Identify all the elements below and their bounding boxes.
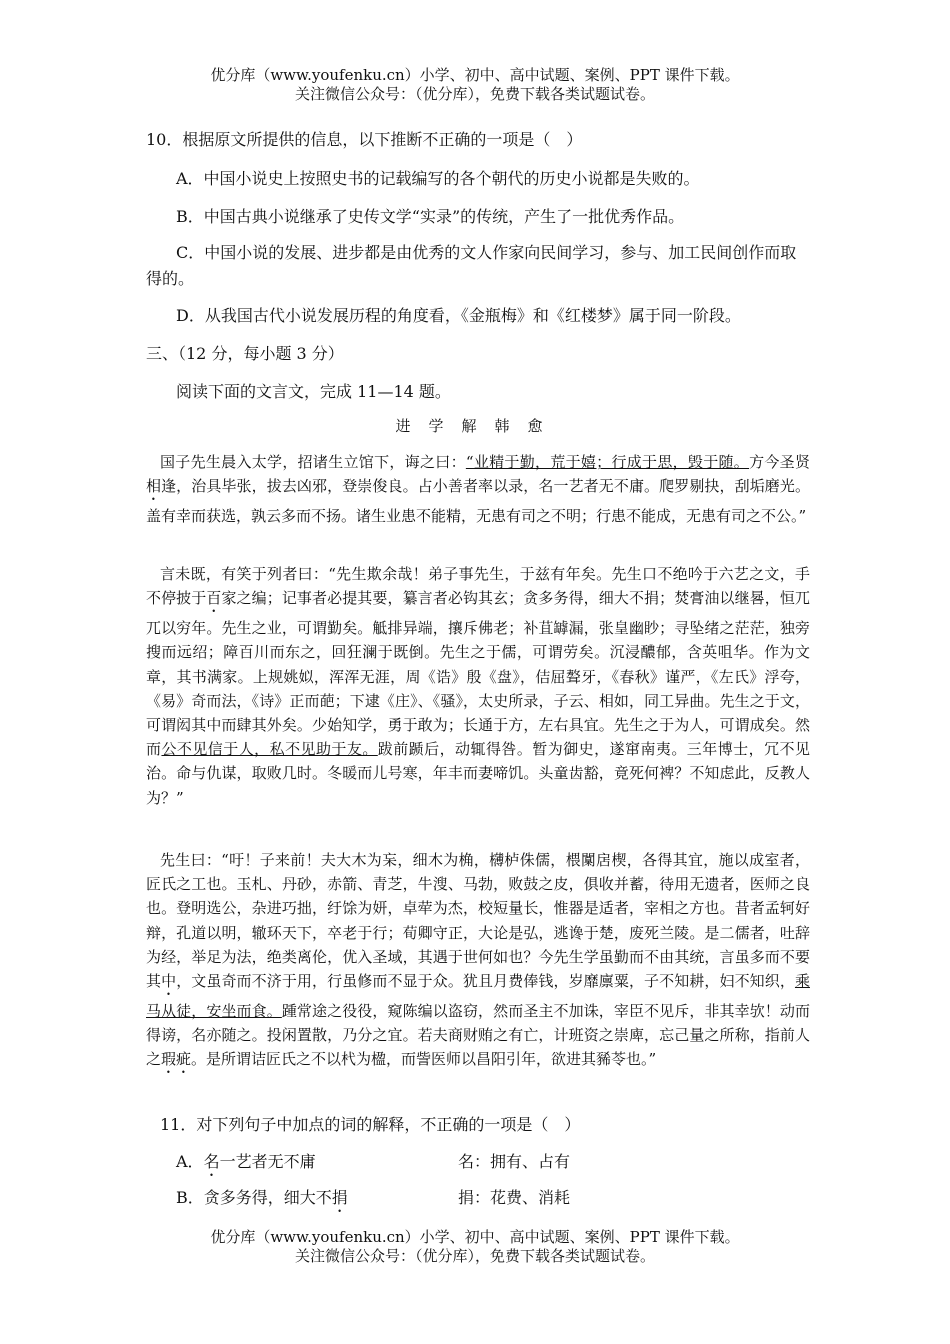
footer-line-1: 优分库（www.youfenku.cn）小学、初中、高中试题、案例、PPT 课件下载。 <box>210 1228 740 1246</box>
p2-underlined: 公不见信于人，私不见助于友。 <box>161 740 378 759</box>
p1-text-b: 方今圣贤 <box>749 453 810 471</box>
p2-text-c: 跋前踬后，动辄得咎。暂为御史，遂窜南夷。三年博士，冗不见治。命与仇谋，取败几时。冬暖而儿号寒，年丰而妻啼饥。头童齿豁，竟死何裨？不知虑此，反教人为？” <box>146 740 810 807</box>
passage-paragraph-3 <box>146 848 810 1077</box>
passage-paragraph-1 <box>146 450 810 528</box>
section-3-instruction: 阅读下面的文言文，完成 11—14 题。 <box>176 382 451 401</box>
p3-dotted-word: 中 <box>161 972 177 991</box>
p3-text-d: 。是所谓诘匠氏之不以杙为楹，而訾医师以昌阳引年，欲进其豨苓也。” <box>191 1050 657 1069</box>
header-line-2: 关注微信公众号：（优分库），免费下载各类试题试卷。 <box>294 85 655 103</box>
passage-paragraph-2 <box>146 562 810 810</box>
page-footer <box>0 1228 950 1266</box>
q11-b-explanation: 捐：花费、消耗 <box>458 1188 571 1207</box>
question-10-stem: 10．根据原文所提供的信息，以下推断不正确的一项是（ ） <box>146 130 583 149</box>
q11-a-dotted-word: 名 <box>203 1152 220 1171</box>
p3-underlined: 乘马从徒，安坐而食。 <box>146 972 810 1021</box>
question-11-stem: 11．对下列句子中加点的词的解释，不正确的一项是（ ） <box>160 1115 581 1134</box>
q11-b-prefix: B．贪多务得，细大不 <box>176 1188 332 1207</box>
page-header <box>0 66 950 104</box>
p1-text-a: 国子先生晨入太学，招诸生立馆下，诲之曰： <box>160 453 466 471</box>
p1-dotted-word: 相 <box>146 477 162 495</box>
q11-a-explanation: 名：拥有、占有 <box>458 1152 571 1171</box>
p1-underlined: “业精于勤，荒于嬉；行成于思，毁于随。 <box>465 453 750 471</box>
p3-text-a: 先生曰：“吁！子来前！夫大木为杗，细木为桷，欂栌侏儒，椳闑扂楔，各得其宜，施以成室者，匠氏之工也。玉札、丹砂，赤箭、青芝，牛溲、马勃，败鼓之皮，俱收并蓄，待用无遗者，医师之良也。登明选公，杂进巧拙，纡馀为妍，卓荦为杰，校短量长，惟器是适者，宰相之方也。昔者孟轲好辩，孔道以明，辙环天下，卒老于行；荀卿守正，大论是弘，逃谗于楚，废死兰陵。是二儒者，吐辞为经，举足为法，绝类离伦，优入圣域，其遇于世何如也？今先生学虽勤而不由其统，言虽多而不要其 <box>146 851 810 991</box>
question-11-option-a <box>176 1149 840 1180</box>
question-10-option-c: C．中国小说的发展、进步都是由优秀的文人作家向民间学习，参与、加工民间创作而取得的。 <box>146 243 797 288</box>
p3-text-c: 踵常途之役役，窥陈编以盗窃，然而圣主不加诛，宰臣不见斥，非其幸欤！动而得谤，名亦随之。投闲置散，乃分之宜。若夫商财贿之有亡，计班资之崇庳，忘己量之所称，指前人之 <box>146 1002 810 1069</box>
p2-text-a: 言未既，有笑于列者曰：“先生欺余哉！弟子事先生，于兹有年矣。先生口不绝吟于六艺之文，手不停披于 <box>146 565 810 608</box>
header-line-1: 优分库（www.youfenku.cn）小学、初中、高中试题、案例、PPT 课件下载。 <box>210 66 740 84</box>
footer-line-2: 关注微信公众号：（优分库），免费下载各类试题试卷。 <box>294 1247 655 1265</box>
section-3-heading: 三、（12 分，每小题 3 分） <box>146 344 344 363</box>
p3-text-b: ，文虽奇而不济于用，行虽修而不显于众。犹且月费俸钱，岁靡廪粟，子不知耕，妇不知织， <box>176 972 795 991</box>
question-10-option-d: D．从我国古代小说发展历程的角度看，《金瓶梅》和《红楼梦》属于同一阶段。 <box>176 306 741 325</box>
q11-a-prefix: A． <box>176 1152 204 1171</box>
p2-text-b: 家之编；记事者必提其要，纂言者必钩其玄；贪多务得，细大不捐；焚膏油以继晷，恒兀兀以穷年。先生之业，可谓勤矣。觝排异端，攘斥佛老；补苴罅漏，张皇幽眇；寻坠绪之茫茫，独旁搜而远绍；障百川而东之，回狂澜于既倒。先生之于儒，可谓劳矣。沉浸醲郁，含英咀华。作为文章，其书满家。上规姚姒，浑浑无涯，周《诰》殷《盘》，佶屈聱牙，《春秋》谨严，《左氏》浮夸，《易》奇而法，《诗》正而葩；下逮《庄》、《骚》，太史所录，子云、相如，同工异曲。先生之于文，可谓闳其中而肆其外矣。少始知学，勇于敢为；长通于方，左右具宜。先生之于为人，可谓成矣。然而 <box>146 589 810 759</box>
q11-b-dotted-word: 捐 <box>331 1188 348 1207</box>
question-10-option-b: B．中国古典小说继承了史传文学“实录”的传统，产生了一批优秀作品。 <box>176 207 685 226</box>
question-10-option-a: A．中国小说史上按照史书的记载编写的各个朝代的历史小说都是失败的。 <box>176 169 700 188</box>
p2-dotted-word: 百 <box>206 589 222 608</box>
question-11-option-b <box>176 1185 840 1216</box>
p1-text-c: 逢，治具毕张，拔去凶邪，登崇俊良。占小善者率以录，名一艺者无不庸。爬罗剔抉，刮垢磨光。盖有幸而获选，孰云多而不扬。诸生业患不能精，无患有司之不明；行患不能成，无患有司之不公。” <box>146 477 810 525</box>
passage-title: 进学解韩愈 <box>395 417 561 435</box>
p3-dotted-word-2: 瑕疵 <box>161 1050 192 1069</box>
q11-a-rest: 一艺者无不庸 <box>219 1152 316 1171</box>
